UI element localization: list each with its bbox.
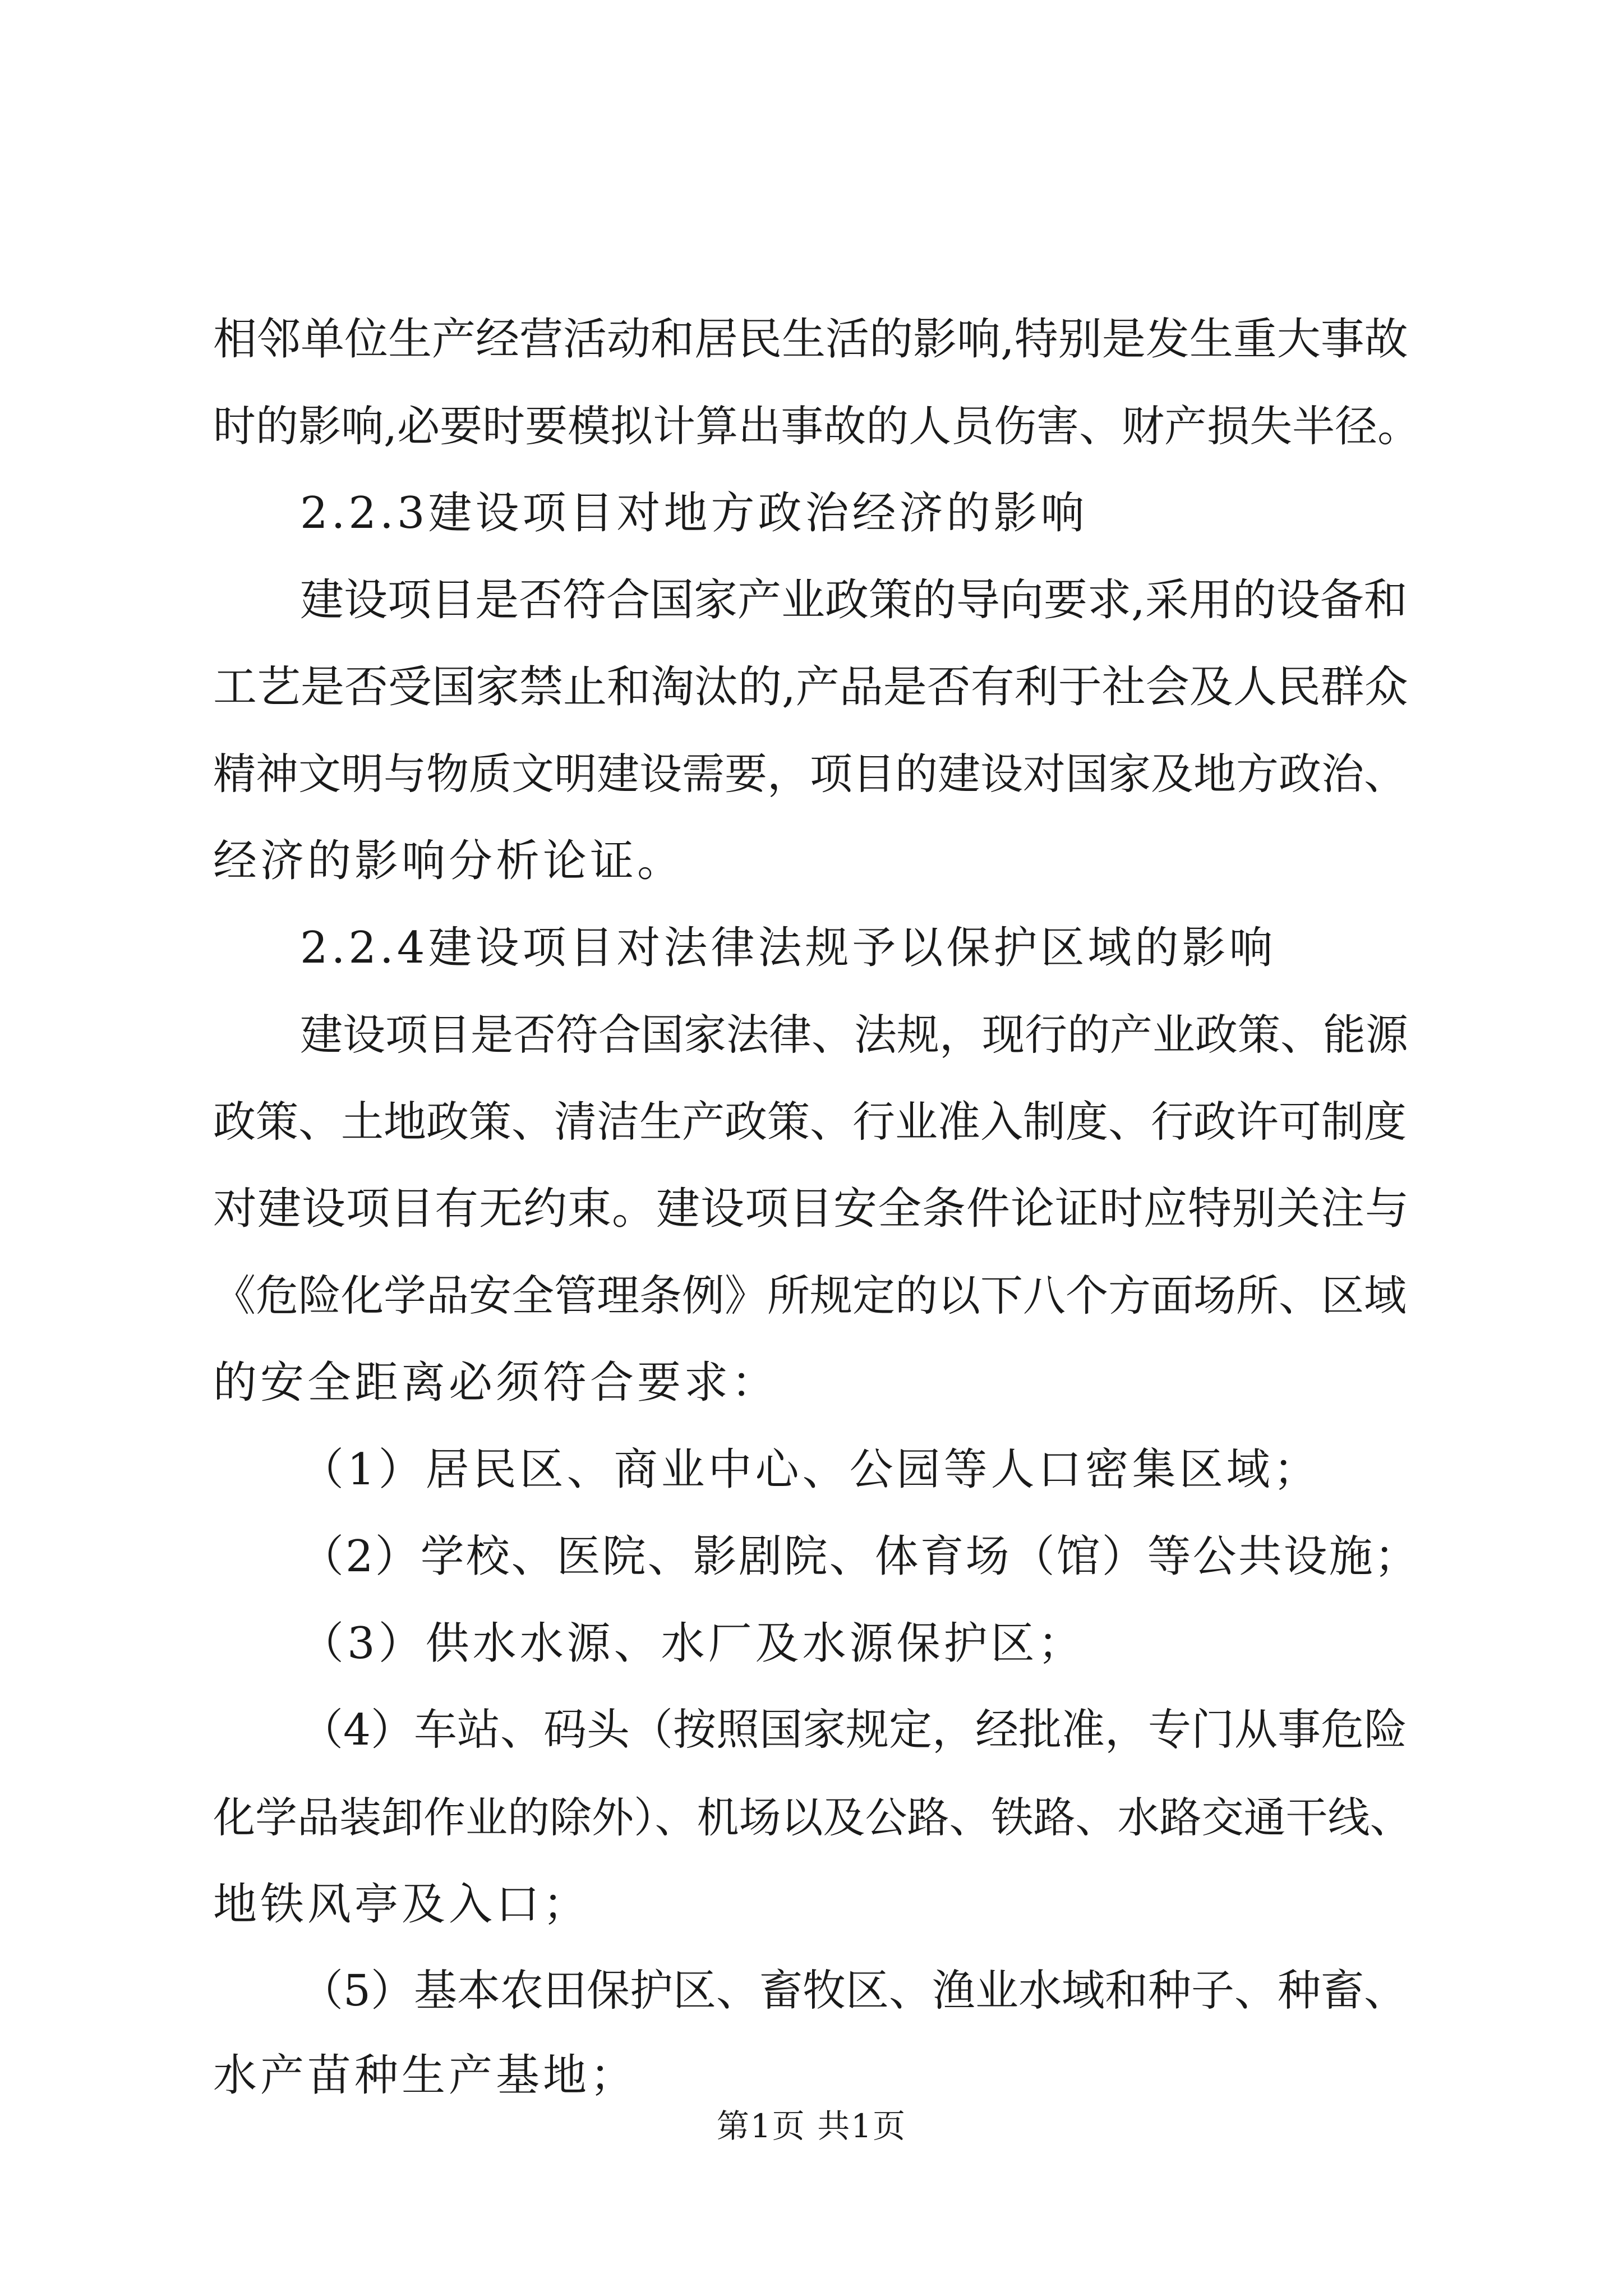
list-item: （5）基本农田保护区、畜牧区、渔业水域和种子、种畜、	[300, 1966, 1407, 2016]
list-item: （1）居民区、商业中心、公园等人口密集区域；	[300, 1444, 1321, 1495]
text-line: 工艺是否受国家禁止和淘汰的,产品是否有利于社会及人民群众	[213, 662, 1408, 712]
text-line: 地铁风亭及入口；	[213, 1879, 591, 1930]
text-line: 精神文明与物质文明建设需要，项目的建设对国家及地方政治、	[213, 749, 1407, 799]
text-line: 政策、土地政策、清洁生产政策、行业准入制度、行政许可制度	[213, 1097, 1407, 1147]
list-item: （2）学校、医院、影剧院、体育场（馆）等公共设施；	[300, 1531, 1420, 1582]
page-footer: 第1页 共1页	[716, 2107, 907, 2145]
text-line: 相邻单位生产经营活动和居民生活的影响,特别是发生重大事故	[213, 314, 1408, 365]
text-line: 水产苗种生产基地；	[213, 2050, 638, 2101]
text-line: 的安全距离必须符合要求：	[213, 1358, 779, 1408]
text-line: 建设项目是否符合国家法律、法规，现行的产业政策、能源	[300, 1010, 1408, 1060]
text-line: 对建设项目有无约束。建设项目安全条件论证时应特别关注与	[213, 1184, 1410, 1234]
text-line: 建设项目是否符合国家产业政策的导向要求,采用的设备和	[300, 575, 1408, 625]
section-heading-2-2-3: 2.2.3建设项目对地方政治经济的影响	[300, 488, 1088, 539]
text-line: 化学品装卸作业的除外）、机场以及公路、铁路、水路交通干线、	[213, 1793, 1412, 1842]
text-line: 经济的影响分析论证。	[213, 836, 685, 886]
text-line: 时的影响,必要时要模拟计算出事故的人员伤害、财产损失半径。	[213, 401, 1421, 451]
list-item: （3）供水水源、水厂及水源保护区；	[300, 1618, 1085, 1669]
section-heading-2-2-4: 2.2.4建设项目对法律法规予以保护区域的影响	[300, 923, 1276, 973]
list-item: （4）车站、码头（按照国家规定，经批准，专门从事危险	[300, 1705, 1407, 1755]
text-line: 《危险化学品安全管理条例》所规定的以下八个方面场所、区域	[213, 1271, 1407, 1320]
